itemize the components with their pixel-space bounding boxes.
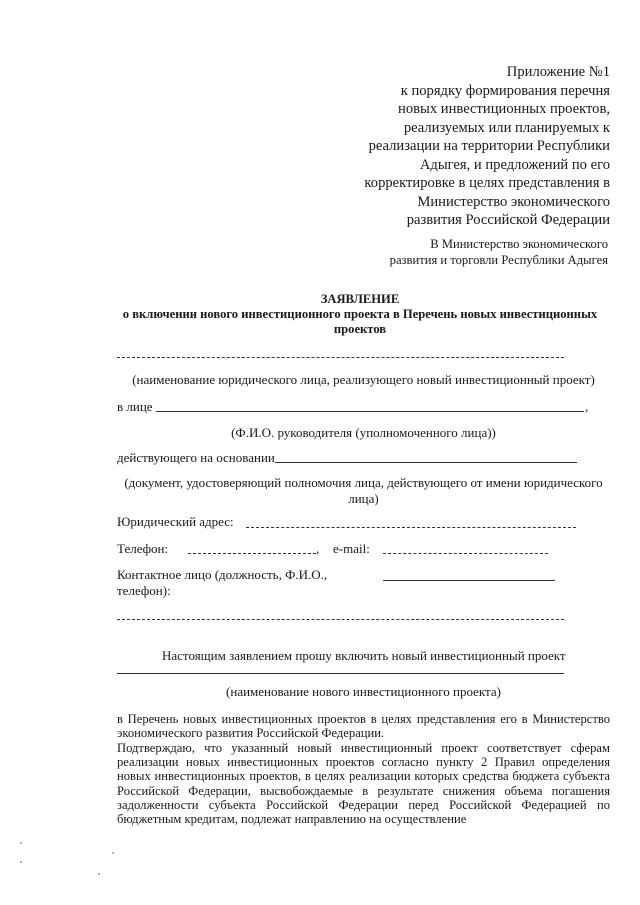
appendix-line: корректировке в целях представления в <box>364 175 610 191</box>
appendix-line: Приложение №1 <box>506 64 610 80</box>
appendix-line: новых инвестиционных проектов, <box>398 101 610 117</box>
phone-field[interactable] <box>188 553 316 554</box>
document-subtitle: о включении нового инвестиционного проекта в Перечень новых инвестиционных проектов <box>122 307 598 336</box>
addressee-line: развития и торговли Республики Адыгея <box>389 253 608 267</box>
email-label: e-mail: <box>333 541 370 556</box>
contact-label: Контактное лицо (должность, Ф.И.О., телефон): <box>117 567 328 598</box>
addressee-line: В Министерство экономического <box>430 237 608 251</box>
appendix-line: развития Российской Федерации <box>406 212 610 228</box>
acting-basis-field[interactable] <box>275 462 577 463</box>
appendix-block <box>310 63 610 230</box>
in-person-comma: , <box>585 399 589 414</box>
scan-speck <box>98 873 100 875</box>
appendix-line: реализуемых или планируемых к <box>403 119 610 136</box>
scan-speck <box>20 842 22 844</box>
acting-basis-label: действующего на основании <box>117 450 275 465</box>
in-person-field[interactable] <box>156 411 584 412</box>
body-paragraph-1: в Перечень новых инвестиционных проектов в целях представления его в Министерство экономического развития Российской Федерации. <box>117 712 610 741</box>
project-hint: (наименование нового инвестиционного проекта) <box>226 684 501 699</box>
request-text: Настоящим заявлением прошу включить новый инвестиционный проект <box>162 648 566 663</box>
phone-label: Телефон: <box>117 541 169 556</box>
head-hint: (Ф.И.О. руководителя (уполномоченного лица)) <box>231 425 496 440</box>
appendix-line: реализации на территории Республики <box>368 138 610 154</box>
scan-speck <box>112 852 114 854</box>
appendix-line: Министерство экономического <box>417 193 610 210</box>
legal-entity-hint: (наименование юридического лица, реализующего новый инвестиционный проект) <box>132 372 595 387</box>
appendix-line: Адыгея, и предложений по его <box>419 156 610 173</box>
project-name-field[interactable] <box>117 673 564 674</box>
appendix-line: к порядку формирования перечня <box>400 82 610 99</box>
blank-field[interactable] <box>117 619 564 620</box>
scan-speck <box>20 861 22 863</box>
legal-entity-field[interactable] <box>117 357 564 358</box>
address-field[interactable] <box>246 527 576 528</box>
contact-field[interactable] <box>383 580 555 581</box>
address-label: Юридический адрес: <box>117 514 234 529</box>
email-field[interactable] <box>383 553 548 554</box>
addressee-block <box>308 236 608 268</box>
in-person-label: в лице <box>117 399 153 414</box>
phone-comma: , <box>316 541 320 556</box>
body-paragraph-2: Подтверждаю, что указанный новый инвестиционный проект соответствует сферам реализации новых инвестиционных проектов согласно пункту 2 Правил определения новых инвестиционных проектов, в целях реализации которых средства бюджета субъекта Российской Федерации, высвобождаемые в результате снижения объема погашения задолженности субъекта Российской Федерации перед Российской Федерацией по бюджетным кредитам, подлежат направлению на осуществление <box>117 741 610 827</box>
document-title: ЗАЯВЛЕНИЕ <box>320 292 400 306</box>
document-hint: (документ, удостоверяющий полномочия лица, действующего от имени юридического лица) <box>124 475 603 506</box>
